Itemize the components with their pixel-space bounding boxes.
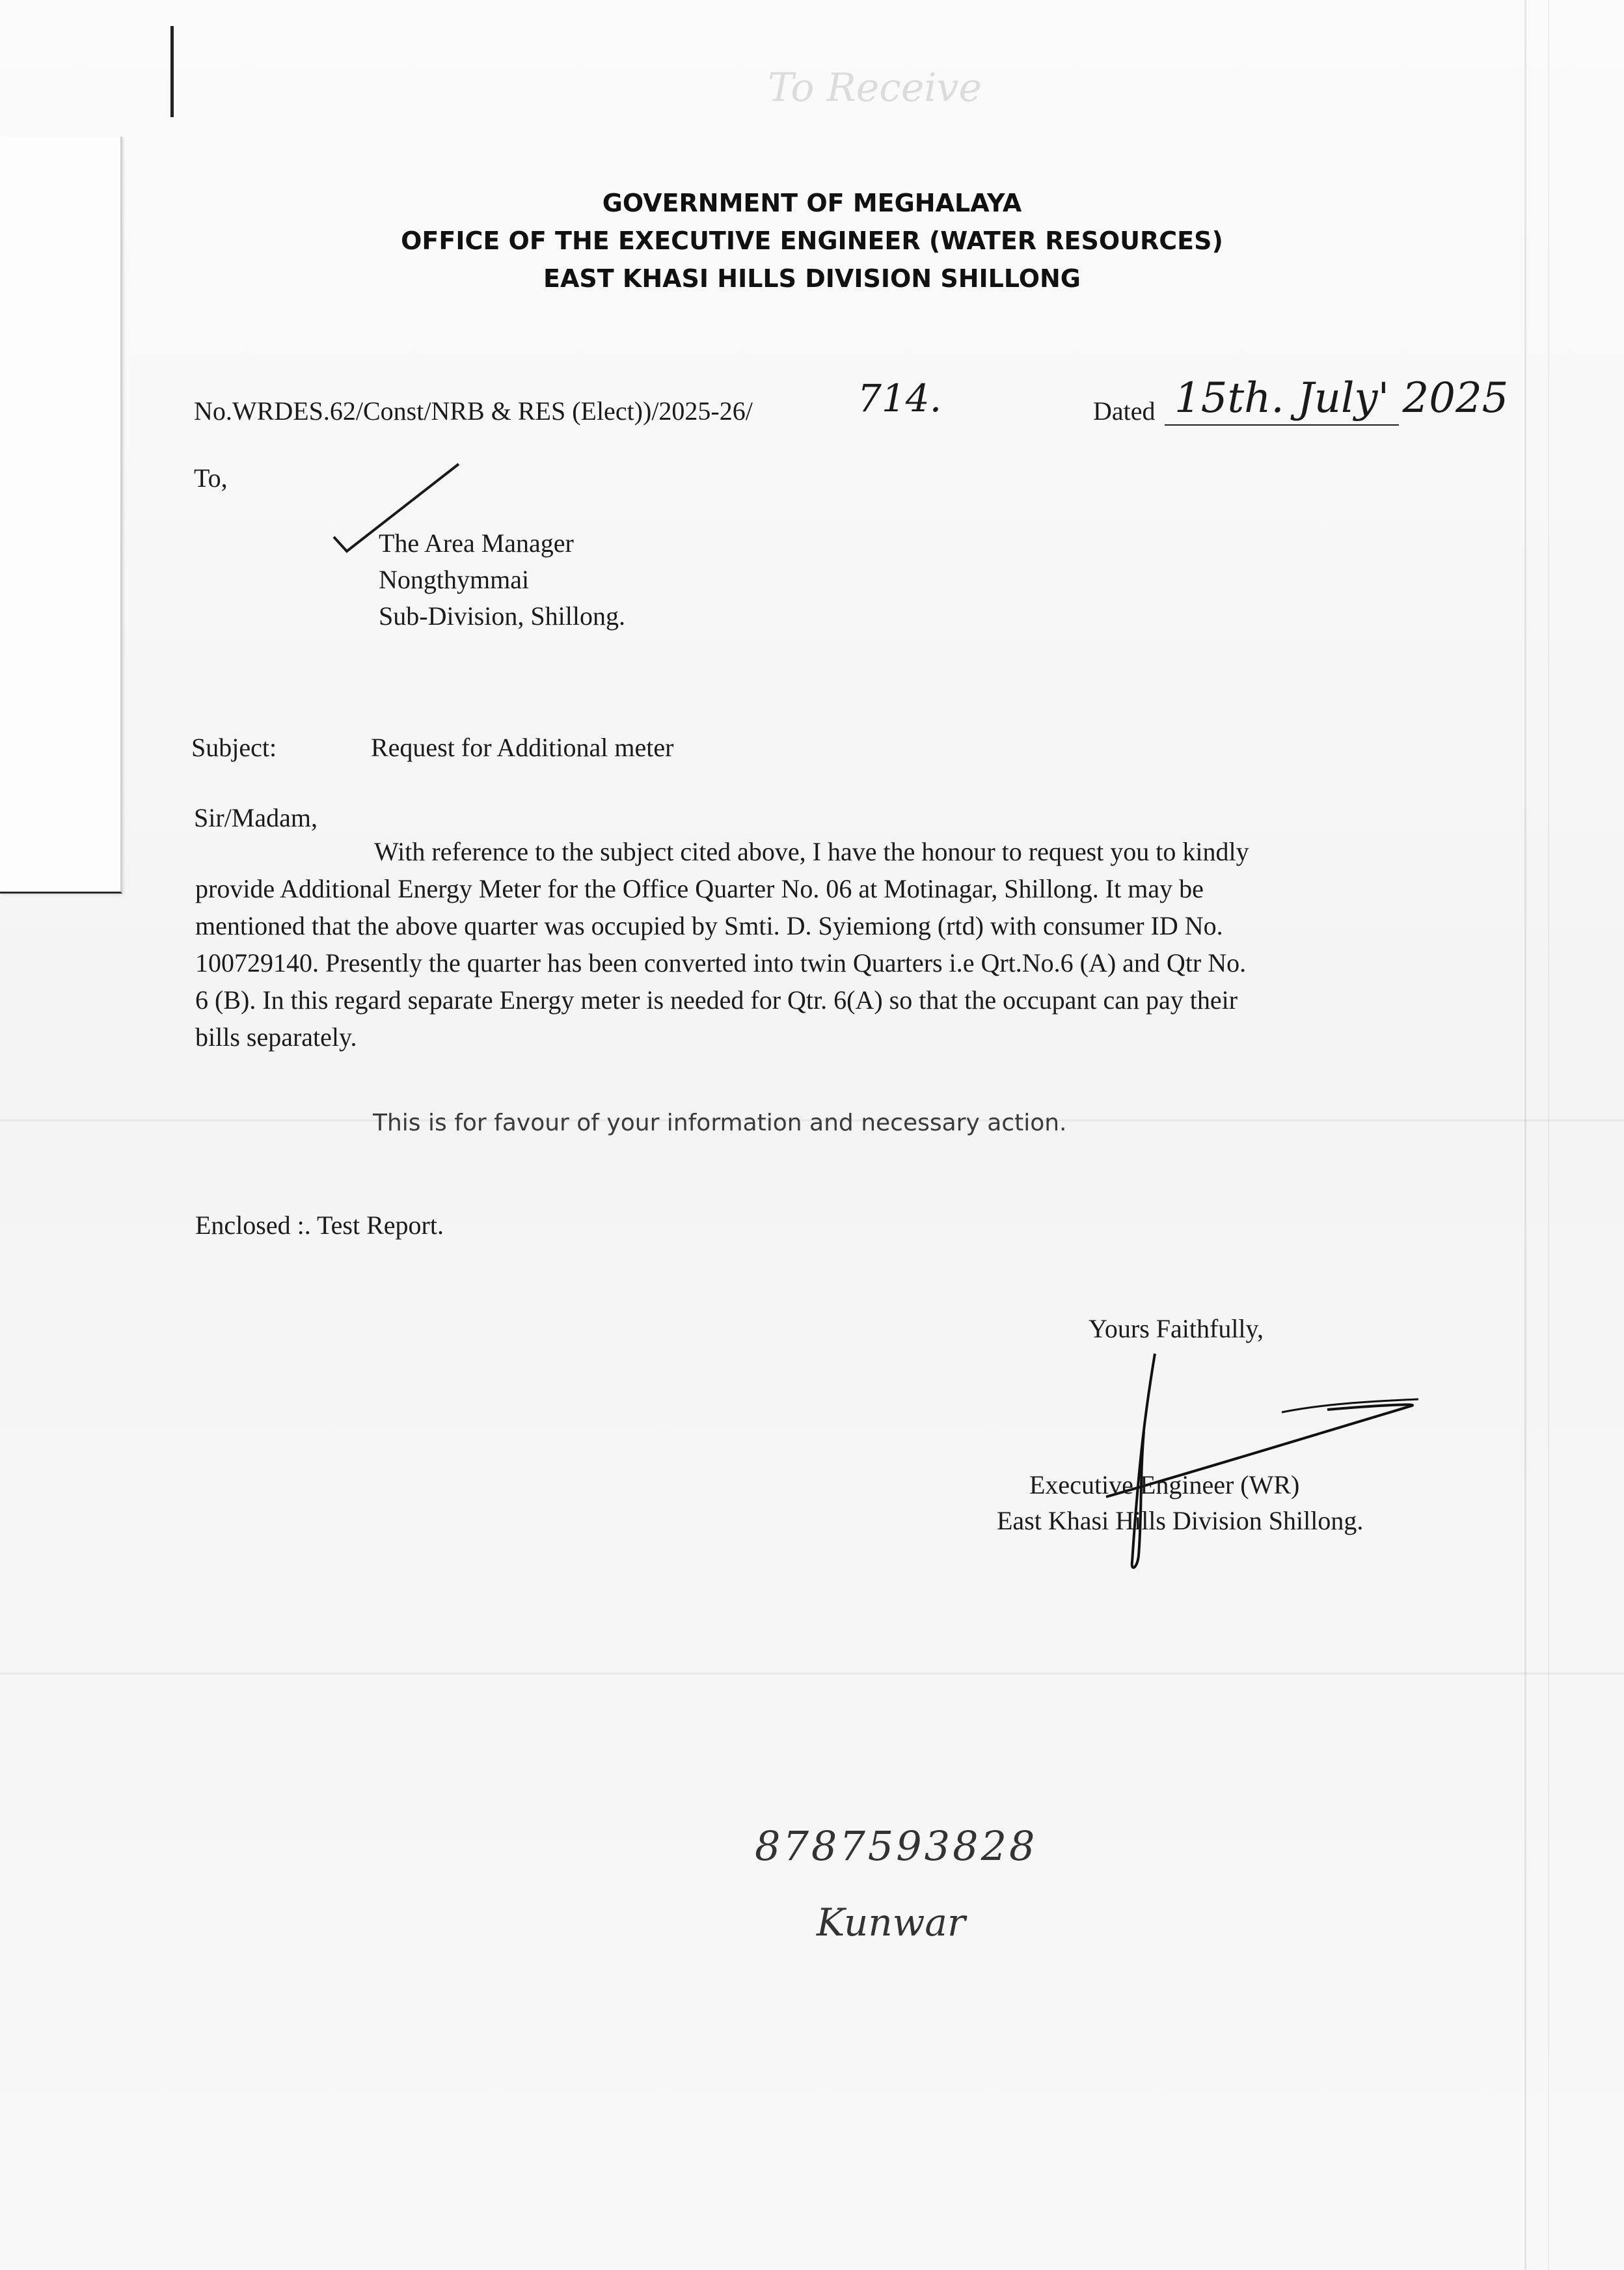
salutation: Sir/Madam, [194, 803, 318, 832]
addressee-line-3: Sub-Division, Shillong. [379, 601, 625, 631]
body-paragraph [195, 833, 1405, 1056]
paper-edge [1524, 0, 1526, 2270]
yours-faithfully: Yours Faithfully, [1089, 1314, 1264, 1343]
closing-note: This is for favour of your information and necessary action. [373, 1110, 1067, 1136]
body-line: mentioned that the above quarter was occupied by Smti. D. Syiemiong (rtd) with consumer ID No. [195, 911, 1223, 940]
body-line: With reference to the subject cited above, I have the honour to request you to kindly [374, 837, 1249, 866]
letterhead-line-1: GOVERNMENT OF MEGHALAYA [602, 189, 1022, 217]
body-line: provide Additional Energy Meter for the Office Quarter No. 06 at Motinagar, Shillong. It may be [195, 874, 1204, 903]
dated-underline [1165, 424, 1399, 426]
subject-text: Request for Additional meter [371, 733, 674, 762]
addressee-line-1: The Area Manager [379, 528, 574, 558]
signature-icon [1067, 1347, 1431, 1581]
to-label: To, [194, 463, 228, 493]
handwritten-name: Kunwar [817, 1900, 966, 1945]
dated-label: Dated [1093, 396, 1156, 426]
body-line: 100729140. Presently the quarter has been converted into twin Quarters i.e Qrt.No.6 (A) and Qtr No. [195, 948, 1247, 978]
signatory-office: East Khasi Hills Division Shillong. [997, 1506, 1364, 1535]
body-line: bills separately. [195, 1022, 357, 1052]
letterhead-line-3: EAST KHASI HILLS DIVISION SHILLONG [543, 264, 1081, 293]
handwritten-letter-number: 714. [858, 376, 942, 420]
enclosure: Enclosed :. Test Report. [195, 1210, 444, 1240]
fold-crease [0, 1673, 1624, 1675]
subject-label: Subject: [191, 733, 277, 762]
letterhead [0, 184, 1624, 297]
handwritten-date: 15th. July' 2025 [1174, 374, 1509, 422]
letterhead-line-2: OFFICE OF THE EXECUTIVE ENGINEER (WATER RESOURCES) [401, 226, 1223, 255]
faint-received-note: To Receive [768, 65, 982, 111]
binder-mark [170, 26, 174, 117]
addressee-line-2: Nongthymmai [379, 565, 530, 594]
body-line: 6 (B). In this regard separate Energy meter is needed for Qtr. 6(A) so that the occupant can pay their [195, 985, 1238, 1015]
handwritten-phone-number: 8787593828 [755, 1822, 1038, 1870]
reference-number: No.WRDES.62/Const/NRB & RES (Elect))/2025-26/ [194, 396, 753, 426]
paper-edge-inner [1548, 0, 1549, 2270]
signatory-designation: Executive Engineer (WR) [1029, 1470, 1300, 1499]
